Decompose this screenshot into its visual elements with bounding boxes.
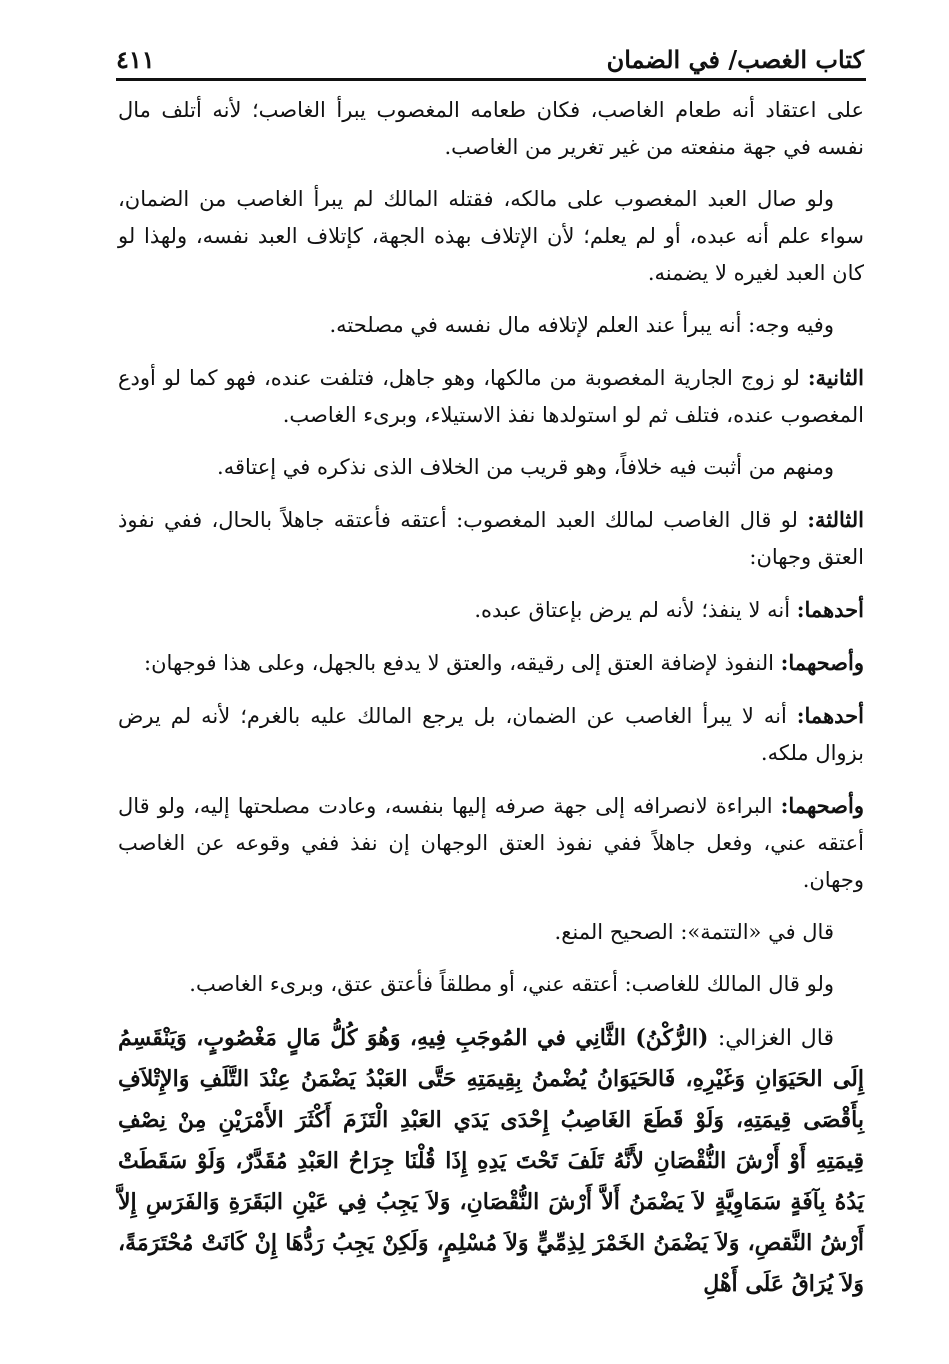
paragraph (118, 591, 864, 629)
paragraph-lead: أحدهما: (796, 597, 864, 622)
paragraph-lead: أحدهما: (796, 703, 864, 728)
paragraph-text: ومنهم من أثبت فيه خلافاً، وهو قريب من الخلاف الذى نذكره في إعتاقه. (217, 455, 834, 479)
paragraph-text: لو زوج الجارية المغصوبة من مالكها، وهو جاهل، فتلفت عنده، فهو كما لو أودع المغصوب عنده، فتلف ثم لو استولدها نفذ الاستيلاء، وبرىء الغاصب. (118, 366, 864, 427)
paragraph-text: قال في «التتمة»: الصحيح المنع. (554, 920, 834, 944)
paragraph-lead: وأصحهما: (780, 650, 864, 675)
paragraph (118, 787, 864, 899)
quote-text: (الرُّكْنُ) الثَّانِي في المُوجَبِ فِيهِ، وَهُوَ كُلُّ مَالٍ مَغْصُوبٍ، وَيَنْقَسِمُ إِلَى الحَيَوَانِ وَغَيْرِهِ، فَالحَيَوَانُ يُضْمنُ بِقِيمَتِهِ حَتَّى العَبْدُ يَضْمَنُ عِنْدَ التَّلَفِ وَالإِتْلاَفِ بِأَقْصَى قِيمَتِهِ، وَلَوْ قَطَعَ الغَاصِبُ إِحْدَى يَدَي العَبْدِ الْتَزَمَ أَكْثَرَ الأَمْرَيْنِ مِنْ نِصْفِ قِيمَتِهِ أَوْ أَرْشَ النُّقْصَانِ لأَنَّهُ تَلَفَ تَحْتَ يَدِهِ إِذَا قُلْنَا جِرَاحُ العَبْدِ مُقَدَّرٌ، وَلَوْ سَقَطَتْ يَدُهُ بِآفَةٍ سَمَاوِيَّةٍ لاَ يَضْمَنُ أَلاَّ أَرْشَ النُّقْصَانِ، وَلاَ يَجِبُ فِي عَيْنِ البَقَرَةِ وَالفَرَسِ إِلاَّ أَرْشُ النَّقصِ، وَلاَ يَضْمَنُ الخَمْرَ لِذِمِّيٍّ وَلاَ مُسْلِمٍ، وَلَكِنْ يَجِبُ رَدُّهَا إِنْ كَانَتْ مُحْتَرَمَةً، وَلاَ يُرَاقُ عَلَى أَهْلِ (118, 1025, 864, 1297)
paragraph (118, 359, 864, 434)
main-text (118, 92, 864, 1320)
paragraph (118, 181, 864, 292)
paragraph-text: على اعتقاد أنه طعام الغاصب، فكان طعامه المغصوب يبرأ الغاصب؛ لأنه أتلف مال نفسه في جهة منفعته من غير تغرير من الغاصب. (118, 98, 864, 159)
running-title: كتاب الغصب/ في الضمان (606, 45, 864, 74)
paragraph-text: ولو قال المالك للغاصب: أعتقه عني، أو مطلقاً فأعتق عتق، وبرىء الغاصب. (189, 972, 834, 996)
running-header (116, 30, 864, 74)
paragraph-lead: الثانية: (807, 365, 864, 390)
paragraph (118, 966, 864, 1003)
paragraph (118, 644, 864, 682)
quoted-text-block (118, 1018, 864, 1305)
paragraph-lead: الثالثة: (807, 507, 864, 532)
paragraph-text: لو قال الغاصب لمالك العبد المغصوب: أعتقه فأعتقه جاهلاً بالحال، ففي نفوذ العتق وجهان: (118, 508, 864, 569)
paragraph (118, 449, 864, 486)
paragraph (118, 697, 864, 772)
header-rule (116, 78, 866, 81)
page-number: ٤١١ (116, 45, 155, 74)
paragraph-text: وفيه وجه: أنه يبرأ عند العلم لإتلافه مال نفسه في مصلحته. (329, 313, 834, 337)
paragraph (118, 501, 864, 576)
paragraph-lead: وأصحهما: (780, 793, 864, 818)
paragraph (118, 307, 864, 344)
paragraph-text: البراءة لانصرافه إلى جهة صرفه إليها بنفسه، وعادت مصلحتها إليه، ولو قال أعتقه عني، وفعل جاهلاً ففي نفوذ العتق الوجهان إن نفذ ففي وقوعه عن الغاصب وجهان. (118, 794, 864, 892)
paragraph-text: أنه لا ينفذ؛ لأنه لم يرض بإعتاق عبده. (474, 598, 797, 622)
quote-lead: قال الغزالي: (717, 1026, 834, 1051)
paragraph (118, 92, 864, 166)
paragraph (118, 914, 864, 951)
paragraph-text: النفوذ لإضافة العتق إلى رقيقه، والعتق لا يدفع بالجهل، وعلى هذا فوجهان: (144, 651, 781, 675)
paragraph-text: أنه لا يبرأ الغاصب عن الضمان، بل يرجع المالك عليه بالغرم؛ لأنه لم يرض بزوال ملكه. (118, 704, 864, 765)
paragraph-text: ولو صال العبد المغصوب على مالكه، فقتله المالك لم يبرأ الغاصب من الضمان، سواء علم أنه عبده، أو لم يعلم؛ لأن الإتلاف بهذه الجهة، كإتلاف العبد نفسه، ولهذا لو كان العبد لغيره لا يضمنه. (118, 187, 864, 285)
